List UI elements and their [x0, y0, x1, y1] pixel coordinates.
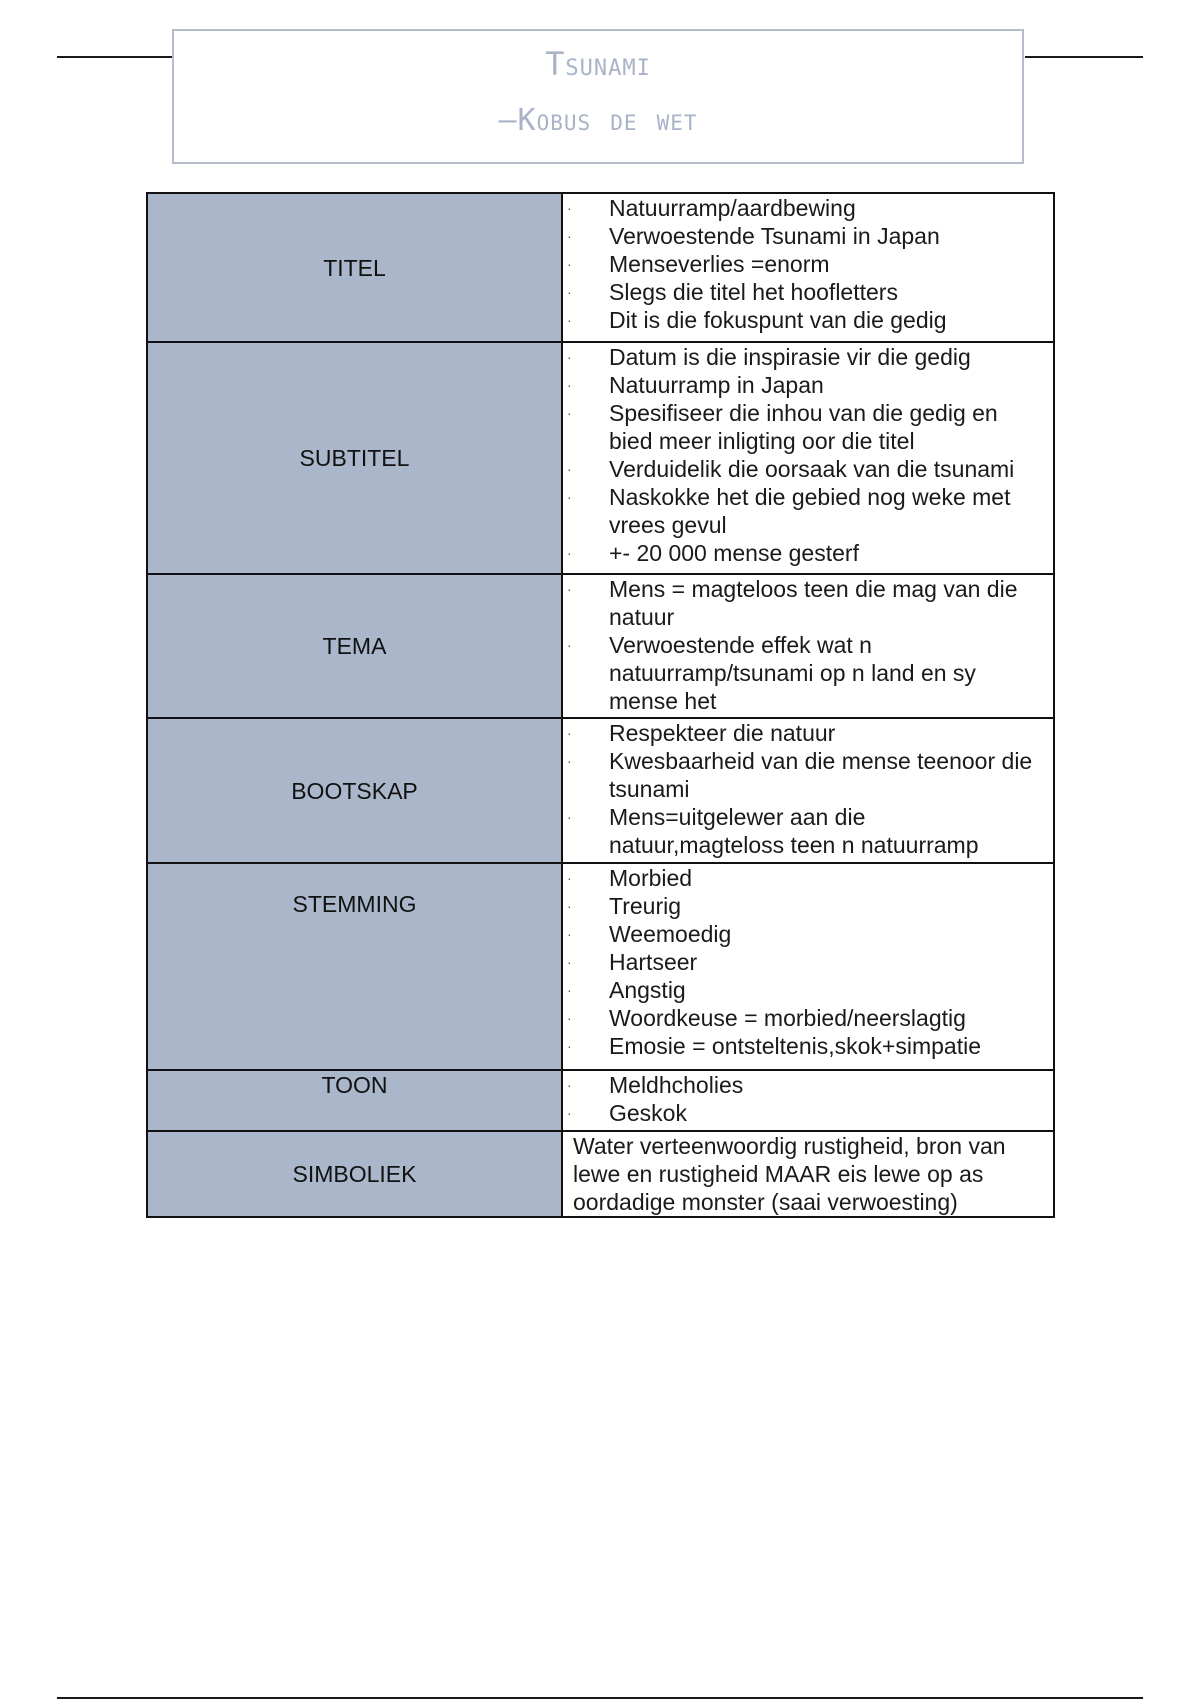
row-label: STEMMING — [292, 891, 417, 917]
list-item-text: Datum is die inspirasie vir die gedig — [609, 344, 971, 370]
bullet-list — [563, 1071, 1053, 1127]
list-item — [563, 371, 1053, 399]
list-item-text: Natuurramp in Japan — [609, 372, 824, 398]
bullet-list — [563, 575, 1053, 715]
list-item — [563, 539, 1053, 567]
row-content-cell — [562, 574, 1054, 718]
page-subtitle: –Kobus de wet — [498, 103, 698, 138]
row-label-cell — [147, 1131, 562, 1217]
row-label-cell — [147, 193, 562, 342]
row-text: Water verteenwoordig rustigheid, bron van lewe en rustigheid MAAR eis lewe op as oordadige monster (saai verwoesting) — [573, 1133, 1006, 1215]
bullet-icon: · — [567, 1038, 572, 1054]
row-label: SUBTITEL — [299, 445, 410, 471]
row-label-cell — [147, 863, 562, 1070]
list-item — [563, 194, 1053, 222]
row-label-cell — [147, 574, 562, 718]
list-item-text: Slegs die titel het hoofletters — [609, 279, 898, 305]
bullet-icon: · — [567, 256, 572, 272]
bullet-icon: · — [567, 545, 572, 561]
list-item-text: Verduidelik die oorsaak van die tsunami — [609, 456, 1015, 482]
list-item-text: Respekteer die natuur — [609, 720, 836, 746]
list-item-text: Naskokke het die gebied nog weke met vrees gevul — [609, 484, 1011, 538]
table-row-simboliek — [147, 1131, 1054, 1217]
bullet-icon: · — [567, 870, 572, 886]
list-item — [563, 278, 1053, 306]
table-row-tema — [147, 574, 1054, 718]
bullet-icon: · — [567, 954, 572, 970]
list-item — [563, 483, 1053, 539]
bullet-icon: · — [567, 637, 572, 653]
bullet-icon: · — [567, 405, 572, 421]
bullet-icon: · — [567, 1077, 572, 1093]
row-label: SIMBOLIEK — [292, 1161, 417, 1187]
list-item — [563, 575, 1053, 631]
list-item — [563, 222, 1053, 250]
list-item-text: Weemoedig — [609, 921, 732, 947]
list-item — [563, 306, 1053, 334]
list-item-text: Verwoestende effek wat n natuurramp/tsunami op n land en sy mense het — [609, 632, 976, 714]
list-item — [563, 803, 1053, 859]
list-item-text: Emosie = ontsteltenis,skok+simpatie — [609, 1033, 982, 1059]
bullet-icon: · — [567, 228, 572, 244]
table-row-stemming — [147, 863, 1054, 1070]
table-row-subtitel — [147, 342, 1054, 574]
row-content-cell — [562, 1131, 1054, 1217]
row-content-cell — [562, 718, 1054, 863]
bullet-icon: · — [567, 1105, 572, 1121]
list-item-text: Menseverlies =enorm — [609, 251, 830, 277]
bullet-icon: · — [567, 461, 572, 477]
bullet-icon: · — [567, 926, 572, 942]
table-row-toon — [147, 1070, 1054, 1131]
row-label: TOON — [321, 1072, 388, 1098]
header-rule-left — [57, 56, 173, 58]
bullet-icon: · — [567, 200, 572, 216]
row-label: BOOTSKAP — [291, 777, 418, 804]
table-row-titel — [147, 193, 1054, 342]
table-row-bootskap — [147, 718, 1054, 863]
list-item-text: Hartseer — [609, 949, 698, 975]
list-item-text: Dit is die fokuspunt van die gedig — [609, 307, 947, 333]
list-item — [563, 864, 1053, 892]
list-item-text: Mens = magteloos teen die mag van die natuur — [609, 576, 1018, 630]
bullet-list — [563, 719, 1053, 859]
header-rule-right — [1025, 56, 1143, 58]
bullet-icon: · — [567, 982, 572, 998]
row-content-cell — [562, 193, 1054, 342]
list-item-text: Verwoestende Tsunami in Japan — [609, 223, 940, 249]
bullet-icon: · — [567, 284, 572, 300]
list-item — [563, 631, 1053, 715]
list-item-text: Mens=uitgelewer aan die natuur,magteloss teen n natuurramp — [609, 804, 979, 858]
row-label: TITEL — [323, 254, 386, 281]
list-item-text: Natuurramp/aardbewing — [609, 195, 856, 221]
list-item — [563, 1032, 1053, 1060]
row-content-cell — [562, 342, 1054, 574]
row-label: TEMA — [322, 633, 387, 659]
bullet-icon: · — [567, 377, 572, 393]
bullet-list — [563, 343, 1053, 567]
bullet-icon: · — [567, 898, 572, 914]
list-item-text: Morbied — [609, 865, 693, 891]
list-item-text: +- 20 000 mense gesterf — [609, 540, 859, 566]
footer-rule — [57, 1697, 1143, 1699]
bullet-icon: · — [567, 349, 572, 365]
list-item-text: Spesifiseer die inhou van die gedig en bied meer inligting oor die titel — [609, 400, 998, 454]
list-item-text: Geskok — [609, 1100, 687, 1126]
bullet-icon: · — [567, 581, 572, 597]
row-label-cell — [147, 718, 562, 863]
page-title: Tsunami — [545, 45, 651, 83]
list-item — [563, 892, 1053, 920]
title-box — [172, 29, 1024, 164]
bullet-icon: · — [567, 725, 572, 741]
list-item — [563, 1071, 1053, 1099]
row-content-cell — [562, 863, 1054, 1070]
bullet-list — [563, 194, 1053, 334]
row-label-cell — [147, 342, 562, 574]
list-item-text: Meldhcholies — [609, 1072, 744, 1098]
bullet-icon: · — [567, 312, 572, 328]
list-item — [563, 719, 1053, 747]
bullet-list — [563, 864, 1053, 1060]
bullet-icon: · — [567, 809, 572, 825]
list-item-text: Treurig — [609, 893, 681, 919]
row-content-cell — [562, 1070, 1054, 1131]
list-item — [563, 399, 1053, 455]
list-item — [563, 948, 1053, 976]
analysis-table — [146, 192, 1055, 1218]
list-item-text: Woordkeuse = morbied/neerslagtig — [609, 1005, 966, 1031]
bullet-icon: · — [567, 1010, 572, 1026]
list-item — [563, 343, 1053, 371]
list-item — [563, 920, 1053, 948]
list-item — [563, 976, 1053, 1004]
list-item — [563, 1099, 1053, 1127]
row-label-cell — [147, 1070, 562, 1131]
bullet-icon: · — [567, 489, 572, 505]
bullet-icon: · — [567, 753, 572, 769]
list-item-text: Angstig — [609, 977, 686, 1003]
list-item — [563, 250, 1053, 278]
list-item — [563, 455, 1053, 483]
list-item-text: Kwesbaarheid van die mense teenoor die tsunami — [609, 748, 1033, 802]
list-item — [563, 747, 1053, 803]
list-item — [563, 1004, 1053, 1032]
